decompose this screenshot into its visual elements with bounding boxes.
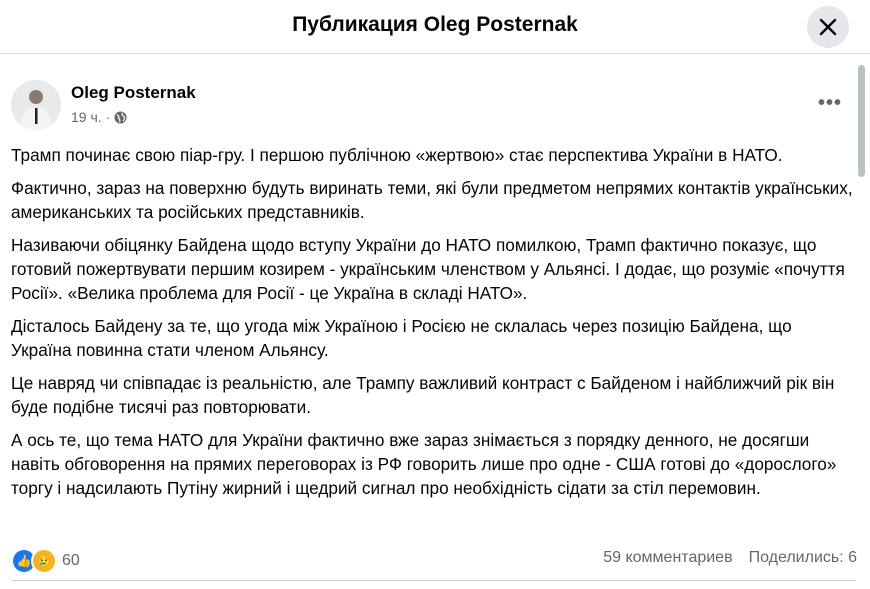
reactions-count[interactable]: 60 xyxy=(62,552,80,569)
post-paragraph: Називаючи обіцянку Байдена щодо вступу України до НАТО помилкою, Трамп фактично показує, що готовий пожертвувати першим козирем - українським членством у Альянсі. І додає, що розуміє «почуття Росії». «Велика проблема для Росії - це Україна в складі НАТО». xyxy=(11,235,845,303)
reactions[interactable] xyxy=(11,548,80,574)
sad-reaction-icon: 😢 xyxy=(31,548,57,574)
like-reaction-icon: 👍 xyxy=(11,548,37,574)
post-paragraph: Це навряд чи співпадає із реальністю, але Трампу важливий контраст с Байденом і найближчий рік він буде подібне тисячі раз повторювати. xyxy=(11,373,835,417)
meta-separator: · xyxy=(105,109,111,125)
post-meta xyxy=(71,109,127,125)
author-avatar[interactable] xyxy=(11,80,61,130)
dialog-title: Публикация Oleg Posternak xyxy=(292,13,578,36)
more-options-button[interactable]: ••• xyxy=(818,92,843,114)
comments-count[interactable]: 59 комментариев xyxy=(603,549,733,566)
close-button[interactable] xyxy=(807,6,849,48)
post-body xyxy=(11,143,856,509)
post-paragraph: Фактично, зараз на поверхню будуть виринать теми, які були предметом непрямих контактів українських, американських та російських представників. xyxy=(11,178,853,222)
globe-icon xyxy=(114,111,127,124)
post-paragraph: Дісталось Байдену за те, що угода між Україною і Росією не склалась через позицію Байдена, що Україна повинна стати членом Альянсу. xyxy=(11,316,792,360)
post-paragraph: А ось те, що тема НАТО для України фактично вже зараз знімається з порядку денного, не досягши навіть обговорення на прямих переговорах із РФ говорить лише про одне - США готові до «дорослого» торгу і надсилають Путіну жирний і щедрий сигнал про необхідність сідати за стіл перемовин. xyxy=(11,430,837,498)
author-name[interactable]: Oleg Posternak xyxy=(71,83,196,102)
dialog-header xyxy=(0,0,870,54)
shares-count[interactable]: Поделились: 6 xyxy=(748,549,857,566)
scrollbar[interactable] xyxy=(857,62,867,532)
scrollbar-thumb[interactable] xyxy=(858,65,865,177)
post-paragraph: Трамп починає свою піар-гру. І першою публічною «жертвою» стає перспектива України в НАТО. xyxy=(11,145,783,165)
post-time[interactable]: 19 ч. xyxy=(71,109,102,125)
close-icon xyxy=(819,18,837,36)
footer-divider xyxy=(11,580,856,581)
post-footer xyxy=(11,546,857,574)
